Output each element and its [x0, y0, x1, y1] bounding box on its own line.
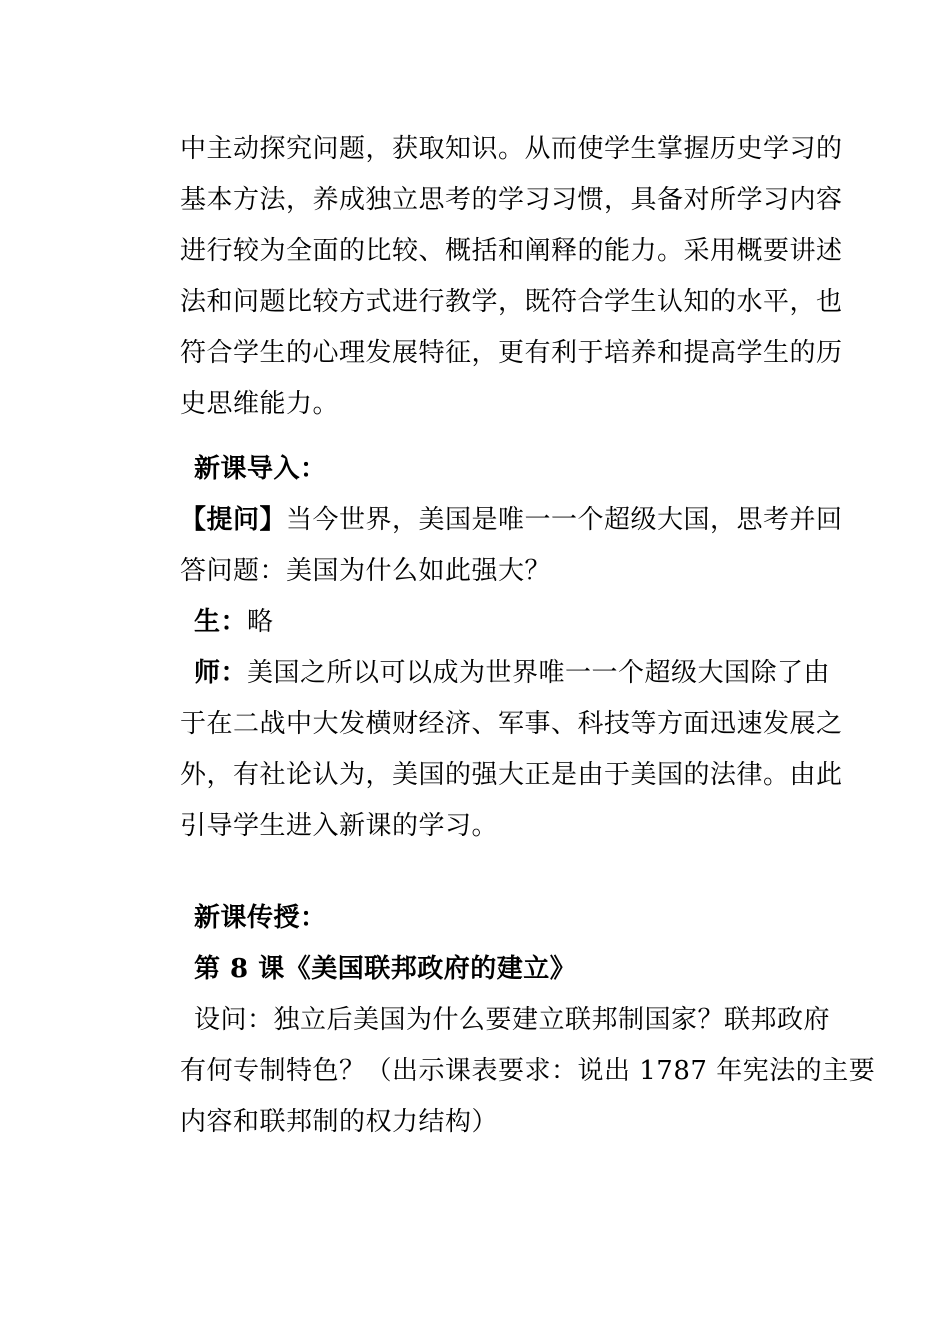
student-text: 略 — [247, 607, 274, 637]
section-heading-intro: 新课导入： — [194, 454, 327, 484]
intro-line: 史思维能力。 — [180, 389, 340, 419]
teacher-line: 于在二战中大发横财经济、军事、科技等方面迅速发展之 — [180, 709, 843, 739]
question-text: 当今世界，美国是唯一一个超级大国，思考并回 — [286, 505, 843, 535]
student-label: 生： — [194, 607, 248, 637]
question-line: 设问：独立后美国为什么要建立联邦制国家？联邦政府 — [194, 1005, 831, 1035]
question-line: 内容和联邦制的权力结构） — [180, 1107, 499, 1137]
teacher-line: 引导学生进入新课的学习。 — [180, 811, 499, 841]
teacher-text: 美国之所以可以成为世界唯一一个超级大国除了由 — [247, 658, 831, 688]
intro-line: 中主动探究问题，获取知识。从而使学生掌握历史学习的 — [180, 134, 843, 164]
intro-line: 符合学生的心理发展特征，更有利于培养和提高学生的历 — [180, 338, 843, 368]
teacher-line: 外，有社论认为，美国的强大正是由于美国的法律。由此 — [180, 760, 843, 790]
intro-line: 法和问题比较方式进行教学，既符合学生认知的水平，也 — [180, 287, 843, 317]
intro-section — [180, 444, 843, 852]
lesson-title: 第 8 课《美国联邦政府的建立》 — [194, 954, 577, 984]
intro-line: 基本方法，养成独立思考的学习习惯，具备对所学习内容 — [180, 185, 843, 215]
teacher-label: 师： — [194, 658, 248, 688]
section-heading-teaching: 新课传授： — [194, 903, 327, 933]
intro-paragraph — [180, 124, 843, 430]
teacher-line — [180, 648, 831, 699]
question-label: 【提问】 — [180, 505, 287, 535]
intro-line: 进行较为全面的比较、概括和阐释的能力。采用概要讲述 — [180, 236, 843, 266]
teaching-section — [180, 893, 876, 1148]
student-line — [180, 597, 810, 648]
question-line: 答问题：美国为什么如此强大？ — [180, 556, 552, 586]
question-line: 有何专制特色？（出示课表要求：说出 1787 年宪法的主要 — [180, 1056, 876, 1086]
question-line — [180, 495, 843, 546]
